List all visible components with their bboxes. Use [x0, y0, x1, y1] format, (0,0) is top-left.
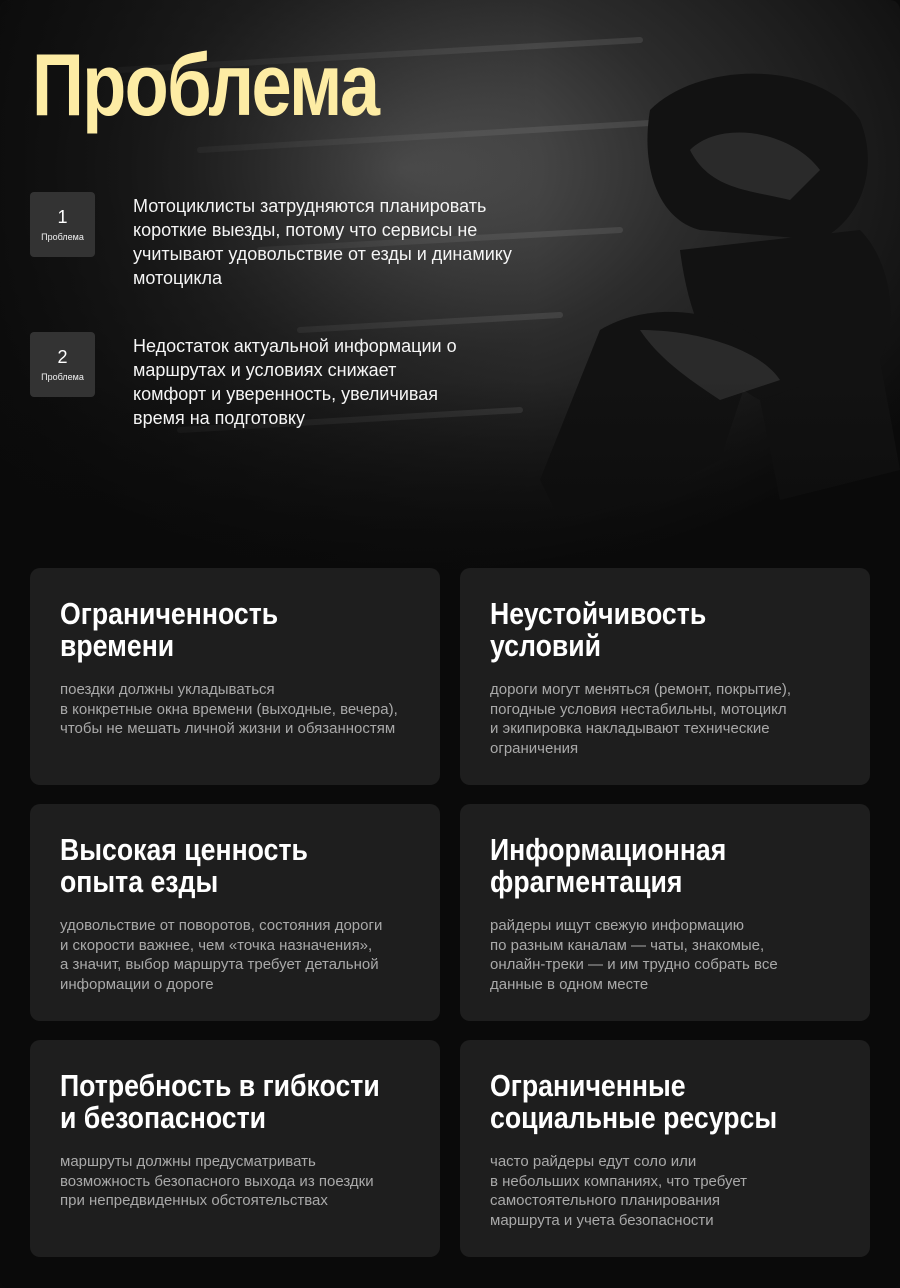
card-text: поездки должны укладываться в конкретные окна времени (выходные, вечера), чтобы не мешать личной жизни и обязанностям	[60, 681, 398, 737]
card-ride-experience	[30, 804, 440, 1021]
card-flexibility-safety	[30, 1040, 440, 1257]
card-title: Потребность в гибкости и безопасности	[60, 1068, 380, 1135]
problem-badge	[30, 332, 95, 397]
card-time-limits	[30, 568, 440, 785]
card-unstable-conditions	[460, 568, 870, 785]
card-title: Неустойчивость условий	[490, 596, 707, 663]
problem-badge-label: Проблема	[41, 372, 84, 382]
card-text: дороги могут меняться (ремонт, покрытие), погодные условия нестабильны, мотоцикл и экипировка накладывают технические ограничения	[490, 681, 792, 757]
card-title: Высокая ценность опыта езды	[60, 832, 308, 899]
card-text: удовольствие от поворотов, состояния дороги и скорости важнее, чем «точка назначения», а значит, выбор маршрута требует детальной информации о дороге	[60, 917, 383, 993]
card-info-fragmentation	[460, 804, 870, 1021]
problem-description: Недостаток актуальной информации о маршрутах и условиях снижает комфорт и уверенность, увеличивая время на подготовку	[133, 336, 457, 428]
card-text: райдеры ищут свежую информацию по разным каналам — чаты, знакомые, онлайн-треки — и им трудно собрать все данные в одном месте	[490, 917, 778, 993]
card-title: Ограниченные социальные ресурсы	[490, 1068, 778, 1135]
page-title: Проблема	[32, 35, 379, 134]
card-text: маршруты должны предусматривать возможность безопасного выхода из поездки при непредвиденных обстоятельствах	[60, 1153, 374, 1209]
problem-item-2	[30, 332, 473, 430]
problem-number: 2	[57, 347, 68, 367]
problem-item-1	[30, 192, 533, 290]
card-title: Информационная фрагментация	[490, 832, 727, 899]
card-title: Ограниченность времени	[60, 596, 279, 663]
problem-description: Мотоциклисты затрудняются планировать короткие выезды, потому что сервисы не учитывают удовольствие от езды и динамику мотоцикла	[133, 196, 512, 288]
problem-number: 1	[57, 207, 68, 227]
card-social-resources	[460, 1040, 870, 1257]
card-text: часто райдеры едут соло или в небольших компаниях, что требует самостоятельного планирования маршрута и учета безопасности	[490, 1153, 748, 1229]
problem-badge	[30, 192, 95, 257]
problem-badge-label: Проблема	[41, 232, 84, 242]
